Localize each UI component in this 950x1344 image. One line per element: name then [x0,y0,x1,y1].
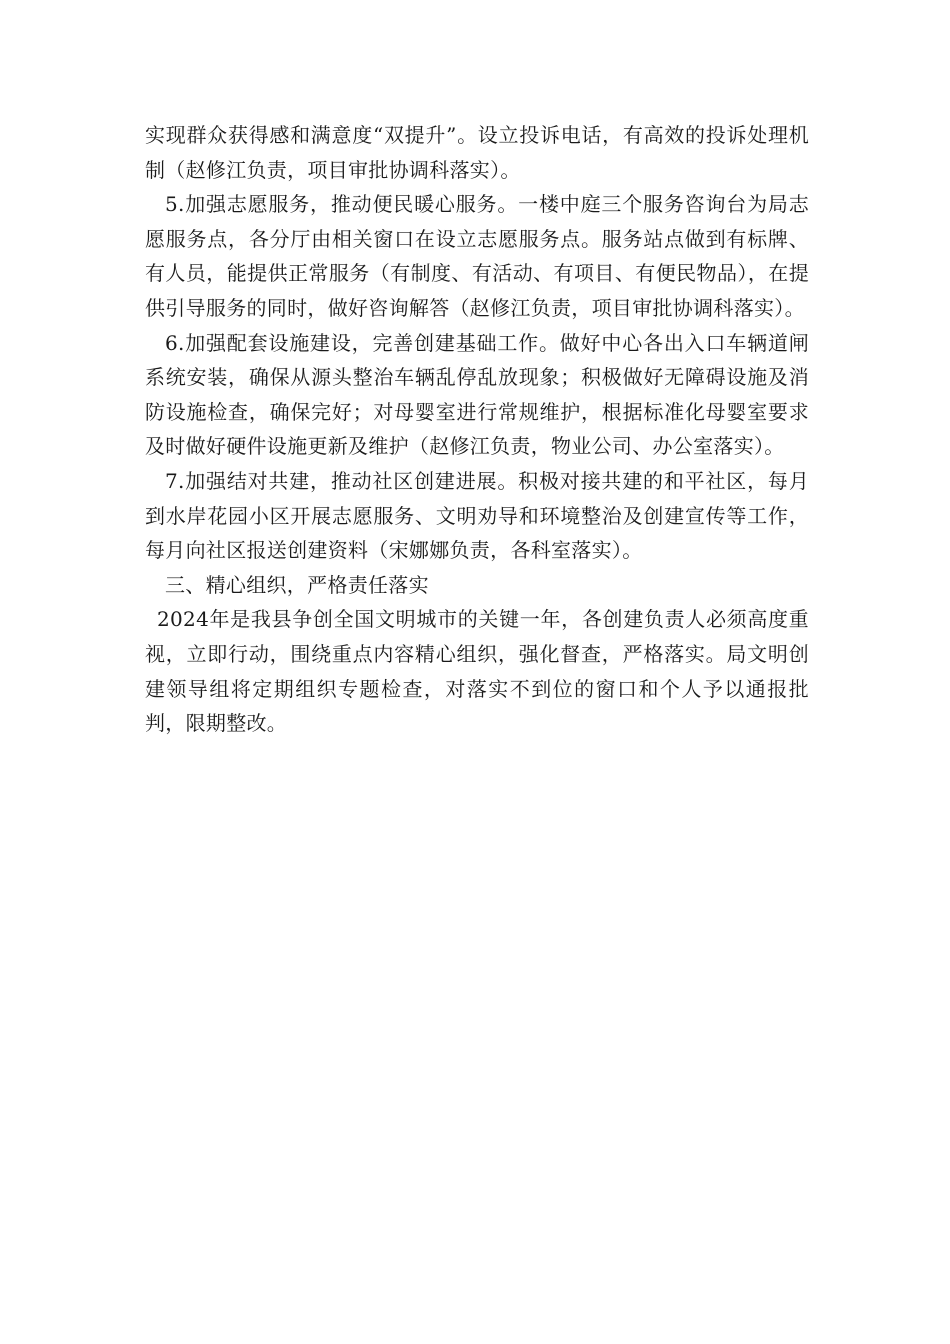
paragraph-item-5: 5.加强志愿服务，推动便民暖心服务。一楼中庭三个服务咨询台为局志愿服务点，各分厅由相关窗口在设立志愿服务点。服务站点做到有标牌、有人员，能提供正常服务（有制度、有活动、有项目、有便民物品），在提供引导服务的同时，做好咨询解答（赵修江负责，项目审批协调科落实）。 [145,192,809,320]
paragraph-item-7: 7.加强结对共建，推动社区创建进展。积极对接共建的和平社区，每月到水岸花园小区开展志愿服务、文明劝导和环境整治及创建宣传等工作，每月向社区报送创建资料（宋娜娜负责，各科室落实）。 [145,468,809,563]
paragraph-closing: 2024年是我县争创全国文明城市的关键一年，各创建负责人必须高度重视，立即行动，围绕重点内容精心组织，强化督查，严格落实。局文明创建领导组将定期组织专题检查，对落实不到位的窗口和个人予以通报批判，限期整改。 [145,607,809,736]
section-heading-3: 三、精心组织，严格责任落实 [165,572,429,597]
paragraph-continuation: 实现群众获得感和满意度“双提升”。设立投诉电话，有高效的投诉处理机制（赵修江负责，项目审批协调科落实）。 [145,123,809,182]
paragraph-item-6: 6.加强配套设施建设，完善创建基础工作。做好中心各出入口车辆道闸系统安装，确保从源头整治车辆乱停乱放现象；积极做好无障碍设施及消防设施检查，确保完好；对母婴室进行常规维护，根据标准化母婴室要求及时做好硬件设施更新及维护（赵修江负责，物业公司、办公室落实）。 [145,330,809,459]
document-body [145,118,809,741]
